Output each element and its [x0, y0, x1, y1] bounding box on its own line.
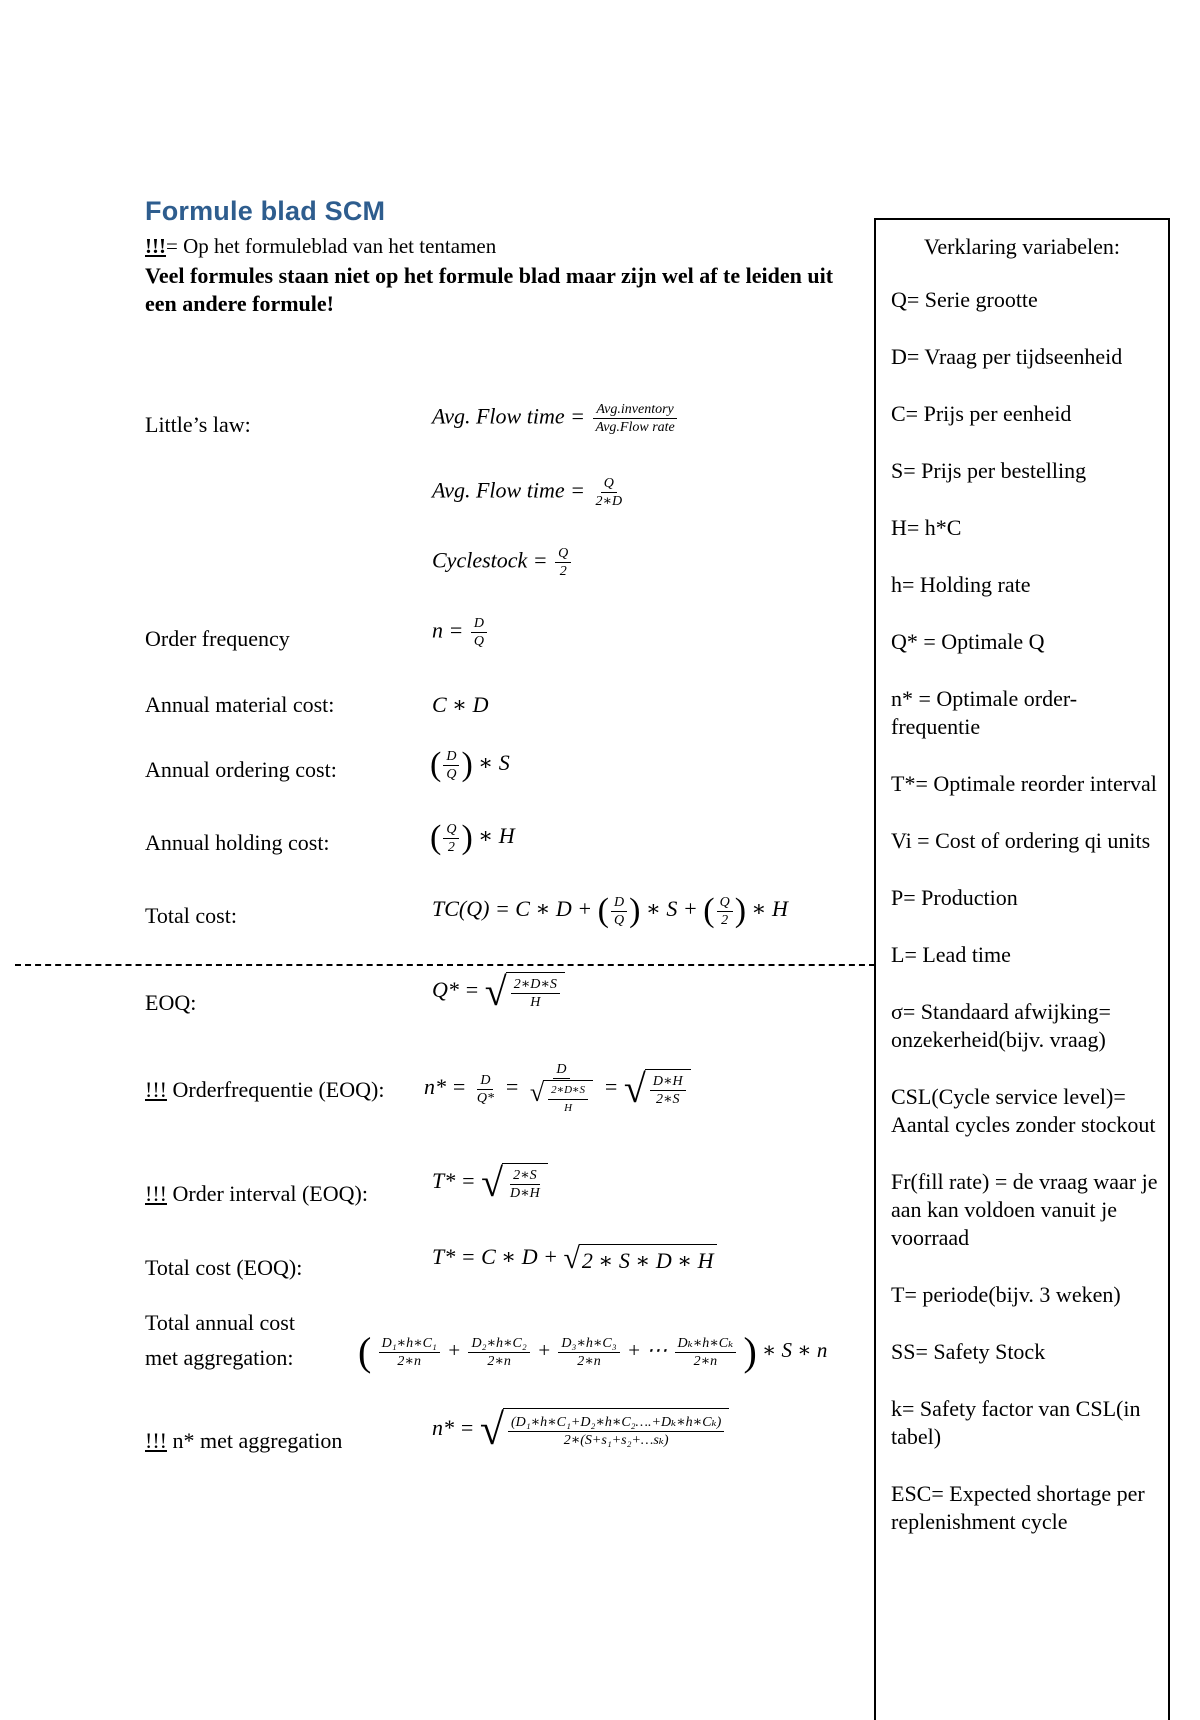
exam-marker: !!!	[145, 234, 166, 258]
numerator: Avg.inventory	[593, 402, 676, 419]
numerator: D	[477, 1073, 493, 1090]
label-met-aggregation: met aggregation:	[145, 1345, 294, 1370]
formula-orderfrequentie-eoq	[424, 1062, 691, 1116]
variable-item: D= Vraag per tijdseenheid	[891, 344, 1123, 369]
radicand	[645, 1069, 691, 1109]
fraction	[511, 977, 560, 1010]
numerator: 2∗S	[510, 1168, 540, 1185]
radicand	[503, 1408, 729, 1452]
numerator: Dₖ∗h∗Cₖ	[675, 1336, 737, 1353]
label-annual-holding-cost: Annual holding cost:	[145, 830, 330, 855]
paren-close: )	[461, 819, 473, 856]
numerator: D∗H	[650, 1074, 686, 1091]
radicand	[506, 972, 565, 1012]
legend-note	[145, 234, 496, 259]
variable-item: Q* = Optimale Q	[891, 629, 1045, 654]
radicand	[543, 1080, 593, 1116]
numerator: 2∗D∗S	[548, 1083, 588, 1100]
variable-item: P= Production	[891, 885, 1018, 910]
fraction	[471, 616, 487, 649]
warning-note: Veel formules staan niet op het formule blad maar zijn wel af te leiden uit een andere formule!	[145, 263, 834, 316]
variable-item: n* = Optimale order-frequentie	[891, 686, 1078, 739]
formula-text: n =	[432, 617, 464, 643]
formula-text: ∗ H	[751, 896, 788, 922]
denominator: 2	[447, 839, 455, 855]
formula-text: n* =	[424, 1074, 467, 1100]
fraction	[508, 1415, 724, 1448]
formula-eoq	[432, 969, 565, 1014]
formula-order-interval	[432, 1160, 548, 1205]
numerator: D₂∗h∗C₂	[468, 1336, 529, 1353]
label-littles-law: Little’s law:	[145, 412, 251, 437]
paren-close: )	[461, 746, 473, 783]
label-order-frequency: Order frequency	[145, 626, 290, 651]
numerator: Q	[555, 546, 571, 563]
formula-flow-time-2	[432, 476, 627, 509]
formula-total-annual-cost-aggregation	[358, 1329, 828, 1374]
section-divider	[15, 964, 875, 966]
fraction	[474, 1073, 497, 1106]
variable-item: Vi = Cost of ordering qi units	[891, 828, 1151, 853]
fraction	[443, 822, 459, 855]
plus-sign: +	[536, 1337, 552, 1362]
denominator: Q	[446, 766, 457, 782]
paren-open: (	[430, 819, 442, 856]
numerator: Q	[443, 822, 459, 839]
square-root	[479, 1405, 729, 1454]
plus-sign: +	[447, 1337, 462, 1362]
exam-marker: !!!	[145, 1077, 167, 1102]
ellipsis: + ⋯	[626, 1337, 668, 1362]
variables-list	[891, 286, 1163, 1565]
fraction	[548, 1083, 588, 1116]
denominator: 2∗n	[693, 1353, 718, 1369]
numerator: D₁∗h∗C₁	[379, 1336, 440, 1353]
fraction	[468, 1336, 529, 1369]
label-order-interval-eoq	[145, 1181, 368, 1207]
formula-text: Avg. Flow time =	[432, 403, 585, 429]
paren-open: (	[358, 1329, 372, 1374]
numerator: (D₁∗h∗C₁+D₂∗h∗C₂….+Dₖ∗h∗Cₖ)	[508, 1415, 724, 1432]
paren-close: )	[743, 1329, 757, 1374]
formula-text: ∗ H	[478, 823, 515, 849]
label-eoq: EOQ:	[145, 990, 197, 1015]
formula-cyclestock	[432, 546, 573, 579]
exam-marker: !!!	[145, 1428, 167, 1453]
formula-text: T* = C ∗ D +	[432, 1244, 558, 1270]
variable-item: Fr(fill rate) = de vraag waar je aan kan voldoen vanuit je voorraad	[891, 1169, 1158, 1250]
denominator: 2∗(S+s₁+s₂+…sₖ)	[563, 1433, 669, 1448]
variable-item: T*= Optimale reorder interval	[891, 771, 1157, 796]
radicand	[502, 1163, 548, 1203]
numerator: D	[471, 616, 487, 633]
fraction	[717, 895, 733, 928]
denominator: Q	[473, 634, 484, 649]
label-annual-material-cost: Annual material cost:	[145, 692, 335, 717]
formula-holding-cost	[430, 821, 515, 855]
formula-text: Cyclestock =	[432, 547, 548, 573]
numerator: D	[553, 1062, 569, 1079]
label-total-annual-cost: Total annual cost	[145, 1310, 295, 1335]
denominator: Avg.Flow rate	[595, 420, 675, 435]
formula-text: Q* =	[432, 977, 480, 1003]
label-text: n* met aggregation	[166, 1428, 343, 1453]
variable-item: σ= Standaard afwijking= onzekerheid(bijv. vraag)	[891, 999, 1111, 1052]
denominator: H	[564, 1102, 573, 1114]
label-text: Order interval (EOQ):	[166, 1181, 368, 1206]
formula-text: T* =	[432, 1168, 476, 1194]
formula-ordering-cost	[430, 748, 510, 782]
numerator: D	[443, 749, 459, 766]
denominator	[527, 1079, 596, 1116]
label-total-cost-eoq: Total cost (EOQ):	[145, 1255, 303, 1280]
fraction	[611, 895, 627, 928]
fraction	[379, 1336, 440, 1369]
formula-text: ∗ S	[478, 750, 510, 776]
fraction	[558, 1336, 619, 1369]
formula-n-star-aggregation	[432, 1405, 729, 1454]
variable-item: C= Prijs per eenheid	[891, 401, 1072, 426]
fraction	[527, 1062, 596, 1116]
variable-item: S= Prijs per bestelling	[891, 458, 1087, 483]
numerator: D	[611, 895, 627, 912]
formula-text: ∗ S ∗ n	[762, 1337, 828, 1362]
equals-sign: =	[504, 1074, 520, 1100]
paren-open: (	[703, 892, 715, 929]
paren-close: )	[629, 892, 641, 929]
variable-item: ESC= Expected shortage per replenishment cycle	[891, 1481, 1145, 1534]
denominator: 2∗D	[595, 494, 623, 509]
paren-open: (	[597, 892, 609, 929]
exam-marker: !!!	[145, 1181, 167, 1206]
formula-flow-time-1	[432, 402, 680, 435]
formula-order-frequency	[432, 616, 489, 649]
square-root	[481, 1160, 548, 1205]
denominator: Q	[613, 912, 625, 928]
fraction	[675, 1336, 737, 1369]
denominator: D∗H	[510, 1186, 540, 1201]
formula-total-cost	[432, 894, 788, 928]
numerator: 2∗D∗S	[511, 977, 560, 994]
fraction	[507, 1168, 543, 1201]
formula-text: ∗ S +	[645, 896, 698, 922]
label-n-star-aggregation	[145, 1428, 342, 1454]
variable-item: T= periode(bijv. 3 weken)	[891, 1282, 1121, 1307]
formula-text: TC(Q) = C ∗ D +	[432, 896, 593, 922]
fraction	[443, 749, 459, 782]
radicand: 2 ∗ S ∗ D ∗ H	[579, 1244, 717, 1274]
square-root	[563, 1244, 716, 1274]
page-title: Formule blad SCM	[145, 196, 386, 226]
formula-material-cost: C ∗ D	[432, 692, 489, 717]
variable-item: Q= Serie grootte	[891, 287, 1038, 312]
variable-item: L= Lead time	[891, 942, 1011, 967]
label-total-cost: Total cost:	[145, 903, 237, 928]
denominator: Q*	[476, 1090, 494, 1106]
label-annual-ordering-cost: Annual ordering cost:	[145, 757, 337, 782]
variable-item: H= h*C	[891, 515, 962, 540]
denominator: 2∗n	[397, 1353, 421, 1369]
denominator: 2	[559, 564, 567, 579]
radical-sign: √	[623, 1066, 646, 1111]
denominator: 2∗n	[577, 1353, 601, 1369]
legend-note-text: = Op het formuleblad van het tentamen	[165, 234, 497, 258]
numerator: D₃∗h∗C₃	[558, 1336, 619, 1353]
label-text: Orderfrequentie (EOQ):	[166, 1077, 385, 1102]
denominator: 2∗n	[487, 1353, 511, 1369]
paren-open: (	[430, 746, 442, 783]
formula-total-cost-eoq	[432, 1244, 717, 1274]
square-root	[623, 1066, 691, 1111]
label-orderfrequentie-eoq	[145, 1077, 384, 1103]
fraction	[650, 1074, 686, 1107]
variable-item: CSL(Cycle service level)= Aantal cycles zonder stockout	[891, 1084, 1156, 1137]
denominator: H	[530, 995, 541, 1010]
variable-item: h= Holding rate	[891, 572, 1031, 597]
radical-sign: √	[529, 1078, 545, 1107]
variable-item: k= Safety factor van CSL(in tabel)	[891, 1396, 1141, 1449]
radical-sign: √	[484, 969, 507, 1014]
paren-close: )	[734, 892, 747, 929]
radical-sign: √	[479, 1405, 505, 1454]
square-root	[530, 1080, 593, 1116]
variables-panel	[874, 218, 1170, 1720]
variable-item: SS= Safety Stock	[891, 1339, 1046, 1364]
radical-sign: √	[481, 1160, 504, 1205]
numerator: Q	[601, 476, 617, 493]
formula-text: Avg. Flow time =	[432, 477, 585, 503]
variables-title: Verklaring variabelen:	[923, 234, 1121, 259]
numerator: Q	[717, 895, 733, 912]
denominator: 2	[721, 912, 729, 928]
denominator: 2∗S	[655, 1092, 680, 1107]
fraction	[592, 476, 625, 509]
square-root	[484, 969, 565, 1014]
formula-text: n* =	[432, 1415, 475, 1441]
equals-sign: =	[603, 1074, 619, 1100]
radical-sign: √	[563, 1242, 580, 1275]
fraction	[592, 402, 677, 435]
fraction	[555, 546, 571, 579]
